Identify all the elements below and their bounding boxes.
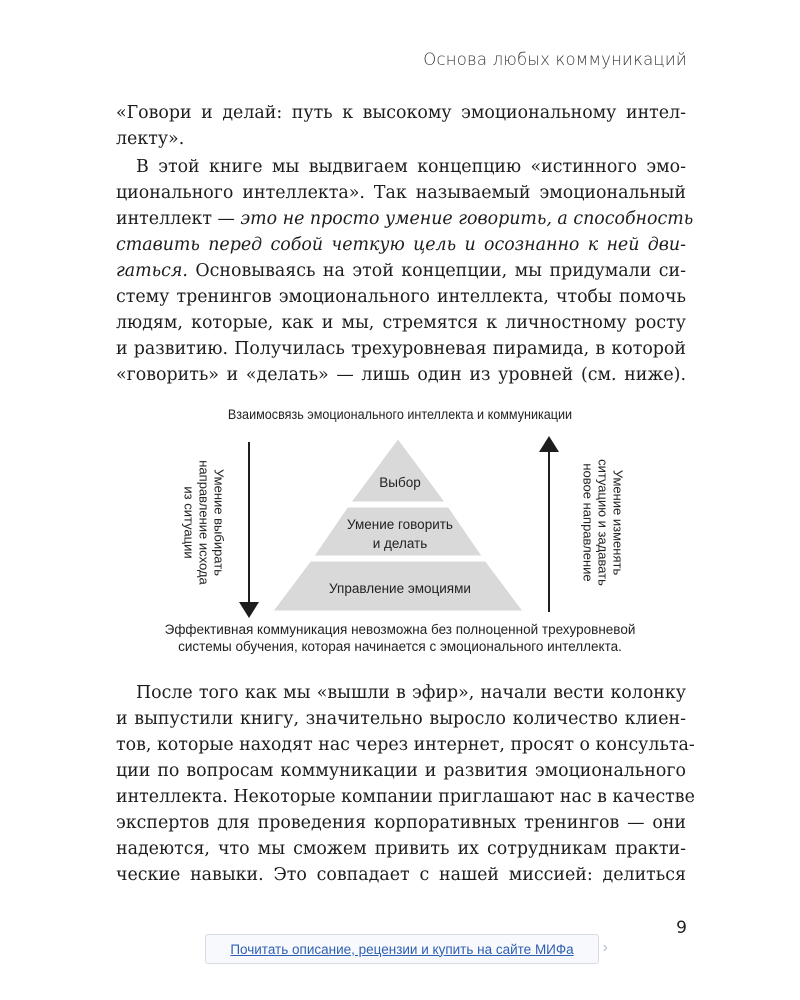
text-line: интеллекта. Некоторые компании приглашают нас в качестве — [116, 787, 695, 807]
buy-book-link-text[interactable]: Почитать описание, рецензии и купить на сайте МИФа — [230, 941, 574, 957]
text-emphasis: гаться. — [116, 261, 188, 281]
text-line: лекту». — [116, 129, 185, 149]
text-line: ческие навыки. Это совпадает с нашей миссией: делиться — [116, 865, 686, 885]
text-line: тов, которые находят нас через интернет, просят о консульта- — [116, 735, 695, 755]
right-label-line: Умение изменять — [610, 469, 626, 576]
text-line: экспертов для проведения корпоративных тренингов — они — [116, 813, 686, 833]
diagram-caption-line1: Эффективная коммуникация невозможна без полноценной трехуровневой — [164, 622, 636, 637]
text-line: В этой книге мы выдвигаем концепцию «истинного эмо- — [136, 157, 686, 177]
text-line: надеются, что мы сможем привить их сотрудникам практи- — [116, 839, 686, 859]
buy-book-link[interactable] — [205, 934, 608, 964]
pyramid-label-choice: Выбор — [379, 475, 421, 490]
text-line: «говорить» и «делать» — лишь один из уровней (см. ниже). — [116, 365, 686, 385]
diagram-title: Взаимосвязь эмоционального интеллекта и коммуникации — [227, 406, 573, 422]
text-line: стему тренингов эмоционального интеллекта, чтобы помочь — [116, 287, 686, 307]
text-line: и выпустили книгу, значительно выросло количество клиен- — [116, 709, 686, 729]
text-line: людям, которые, как и мы, стремятся к личностному росту — [116, 313, 686, 333]
left-label-line: Умение выбирать — [211, 469, 227, 576]
text-line: ционального интеллекта». Так называемый эмоциональный — [116, 183, 686, 203]
text-emphasis: ставить перед собой четкую цель и осознанно к ней дви- — [116, 235, 686, 255]
right-label-line: новое направление — [580, 463, 596, 582]
text-emphasis: это не просто умение говорить, а способность — [240, 209, 694, 229]
pyramid-label-speak-line1: Умение говорить — [347, 517, 453, 532]
right-side-label — [581, 448, 626, 598]
running-header: Основа любых коммуникаций — [423, 50, 687, 69]
text-line: ции по вопросам коммуникации и развития эмоционального — [116, 761, 686, 781]
text-plain: Основываясь на этой концепции, мы придумали си- — [187, 261, 686, 281]
pyramid-label-emotions: Управление эмоциями — [329, 581, 471, 596]
pyramid-label-speak-line2: и делать — [372, 536, 428, 551]
diagram-caption-line2: системы обучения, которая начинается с эмоционального интеллекта. — [178, 639, 622, 654]
page-number: 9 — [676, 918, 687, 938]
left-side-label — [182, 448, 227, 598]
text-line: «Говори и делай: путь к высокому эмоциональному интел- — [116, 103, 686, 123]
right-label-line: ситуацию и задавать — [595, 459, 611, 586]
text-plain: интеллект — — [116, 209, 241, 229]
text-line: После того как мы «вышли в эфир», начали вести колонку — [136, 683, 686, 703]
left-label-line: из ситуации — [181, 486, 197, 559]
pyramid-level-top — [349, 437, 447, 503]
text-line: и развитию. Получилась трехуровневая пирамида, в которой — [116, 339, 686, 359]
left-label-line: направление исхода — [196, 460, 212, 585]
chevron-right-icon: › — [602, 939, 608, 956]
